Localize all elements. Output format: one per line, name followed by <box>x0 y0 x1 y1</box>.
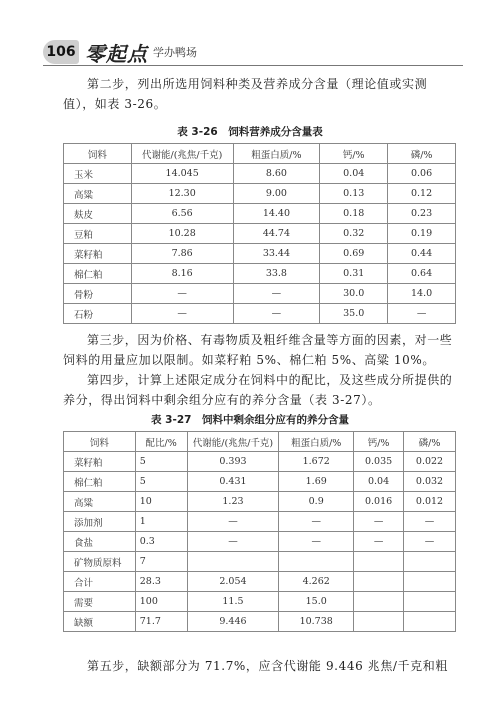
table-cell: 0.3 <box>135 532 187 552</box>
table-cell: 33.44 <box>233 244 320 264</box>
table-cell <box>354 552 404 572</box>
table-3-27 <box>63 431 456 632</box>
row-label-cell: 豆粕 <box>64 224 132 244</box>
table-cell: 1.23 <box>187 492 279 512</box>
table-cell <box>404 572 456 592</box>
column-header: 饲料 <box>64 144 132 164</box>
table-cell: 0.012 <box>404 492 456 512</box>
table-cell: 33.8 <box>233 264 320 284</box>
table-cell: 14.045 <box>131 164 233 184</box>
table-cell: — <box>404 532 456 552</box>
column-header: 代谢能/(兆焦/千克) <box>187 432 279 452</box>
table-cell: — <box>233 284 320 304</box>
table-cell <box>354 592 404 612</box>
table-cell: 5 <box>135 472 187 492</box>
table-row <box>64 512 456 532</box>
table-row <box>64 592 456 612</box>
table-row <box>64 244 456 264</box>
table-cell: 1.69 <box>279 472 354 492</box>
table-cell: 6.56 <box>131 204 233 224</box>
page-number: 106 <box>43 40 79 64</box>
table-cell: — <box>187 512 279 532</box>
table-cell <box>279 552 354 572</box>
row-label-cell: 棉仁粕 <box>64 264 132 284</box>
table-cell: 0.64 <box>388 264 456 284</box>
column-header: 饲料 <box>64 432 136 452</box>
table-cell: — <box>131 304 233 324</box>
table-cell: 12.30 <box>131 184 233 204</box>
table-cell: 0.022 <box>404 452 456 472</box>
paragraph-step-5: 第五步，缺额部分为 71.7%，应含代谢能 9.446 兆焦/千克和粗 <box>87 659 448 673</box>
table-row <box>64 184 456 204</box>
book-brand-logo: 零起点 <box>85 42 148 66</box>
paragraph-step-4: 第四步，计算上述限定成分在饲料中的配比，及这些成分所提供的养分，得出饲料中剩余组分应有的养分含量（表 3-27）。 <box>63 373 453 407</box>
table-cell: 10 <box>135 492 187 512</box>
table-row <box>64 612 456 632</box>
table-cell: 15.0 <box>279 592 354 612</box>
table-cell: 7 <box>135 552 187 572</box>
table-cell: 0.44 <box>388 244 456 264</box>
column-header: 粗蛋白质/% <box>233 144 320 164</box>
table-cell: 8.60 <box>233 164 320 184</box>
row-label-cell: 添加剂 <box>64 512 136 532</box>
table-cell: — <box>279 512 354 532</box>
table-cell: 100 <box>135 592 187 612</box>
table-cell: 0.9 <box>279 492 354 512</box>
row-label-cell: 菜籽粕 <box>64 452 136 472</box>
table-cell: 1 <box>135 512 187 532</box>
table-cell: 0.32 <box>320 224 388 244</box>
table-cell: 0.06 <box>388 164 456 184</box>
table-cell: — <box>354 512 404 532</box>
column-header: 钙/% <box>354 432 404 452</box>
table-cell: 14.0 <box>388 284 456 304</box>
paragraph-step-3: 第三步，因为价格、有毒物质及粗纤维含量等方面的因素，对一些饲料的用量应加以限制。如菜籽粕 5%、棉仁粕 5%、高粱 10%。 <box>63 333 453 367</box>
table-row <box>64 284 456 304</box>
table-cell: — <box>404 512 456 532</box>
table-cell <box>404 612 456 632</box>
column-header: 代谢能/(兆焦/千克) <box>131 144 233 164</box>
table-cell: 71.7 <box>135 612 187 632</box>
row-label-cell: 高粱 <box>64 184 132 204</box>
table-cell: 0.31 <box>320 264 388 284</box>
table-row <box>64 492 456 512</box>
row-label-cell: 缺额 <box>64 612 136 632</box>
row-label-cell: 玉米 <box>64 164 132 184</box>
table-cell: 11.5 <box>187 592 279 612</box>
row-label-cell: 骨粉 <box>64 284 132 304</box>
table-cell: 0.04 <box>320 164 388 184</box>
row-label-cell: 棉仁粕 <box>64 472 136 492</box>
row-label-cell: 菜籽粕 <box>64 244 132 264</box>
table-cell <box>354 572 404 592</box>
table-cell: — <box>233 304 320 324</box>
table-row <box>64 552 456 572</box>
table-cell: 0.23 <box>388 204 456 224</box>
table-cell: 9.446 <box>187 612 279 632</box>
book-subtitle: 学办鸭场 <box>153 46 197 59</box>
table-cell: 2.054 <box>187 572 279 592</box>
table-row <box>64 164 456 184</box>
row-label-cell: 合计 <box>64 572 136 592</box>
table-cell: 0.18 <box>320 204 388 224</box>
table-row <box>64 452 456 472</box>
column-header: 磷/% <box>404 432 456 452</box>
table-row <box>64 264 456 284</box>
table-cell: 0.13 <box>320 184 388 204</box>
table-3-26 <box>63 143 456 324</box>
row-label-cell: 矿物质原料 <box>64 552 136 572</box>
table-cell <box>404 552 456 572</box>
table-cell: 14.40 <box>233 204 320 224</box>
table-cell: 0.69 <box>320 244 388 264</box>
table-row <box>64 224 456 244</box>
row-label-cell: 高粱 <box>64 492 136 512</box>
table-cell: 4.262 <box>279 572 354 592</box>
table-cell: 0.04 <box>354 472 404 492</box>
table-row <box>64 304 456 324</box>
table-cell: 35.0 <box>320 304 388 324</box>
column-header: 钙/% <box>320 144 388 164</box>
table-cell: 5 <box>135 452 187 472</box>
table-cell: — <box>131 284 233 304</box>
table-cell <box>404 592 456 612</box>
column-header: 粗蛋白质/% <box>279 432 354 452</box>
page-header <box>43 40 463 66</box>
paragraph-step-2: 第二步，列出所选用饲料种类及营养成分含量（理论值或实测值），如表 3-26。 <box>63 77 428 111</box>
table-row <box>64 572 456 592</box>
row-label-cell: 石粉 <box>64 304 132 324</box>
row-label-cell: 需要 <box>64 592 136 612</box>
table-cell: — <box>388 304 456 324</box>
table-3-27-caption: 表 3-27 饲料中剩余组分应有的养分含量 <box>151 414 349 426</box>
table-row <box>64 204 456 224</box>
table-cell: 0.19 <box>388 224 456 244</box>
table-cell: 30.0 <box>320 284 388 304</box>
header-rule <box>43 65 463 66</box>
table-cell: — <box>279 532 354 552</box>
table-3-26-caption: 表 3-26 饲料营养成分含量表 <box>177 126 323 138</box>
table-cell: 0.393 <box>187 452 279 472</box>
column-header: 磷/% <box>388 144 456 164</box>
table-cell: 0.431 <box>187 472 279 492</box>
table-cell: 1.672 <box>279 452 354 472</box>
table-cell: 0.032 <box>404 472 456 492</box>
table-row <box>64 472 456 492</box>
table-cell: 44.74 <box>233 224 320 244</box>
table-cell: 28.3 <box>135 572 187 592</box>
table-row <box>64 532 456 552</box>
table-cell: 10.28 <box>131 224 233 244</box>
table-cell: — <box>187 532 279 552</box>
row-label-cell: 麸皮 <box>64 204 132 224</box>
table-cell: 10.738 <box>279 612 354 632</box>
table-cell: — <box>354 532 404 552</box>
table-cell <box>187 552 279 572</box>
table-cell: 0.016 <box>354 492 404 512</box>
table-cell: 8.16 <box>131 264 233 284</box>
table-cell: 7.86 <box>131 244 233 264</box>
table-cell <box>354 612 404 632</box>
row-label-cell: 食盐 <box>64 532 136 552</box>
table-cell: 0.035 <box>354 452 404 472</box>
table-cell: 9.00 <box>233 184 320 204</box>
column-header: 配比/% <box>135 432 187 452</box>
table-cell: 0.12 <box>388 184 456 204</box>
